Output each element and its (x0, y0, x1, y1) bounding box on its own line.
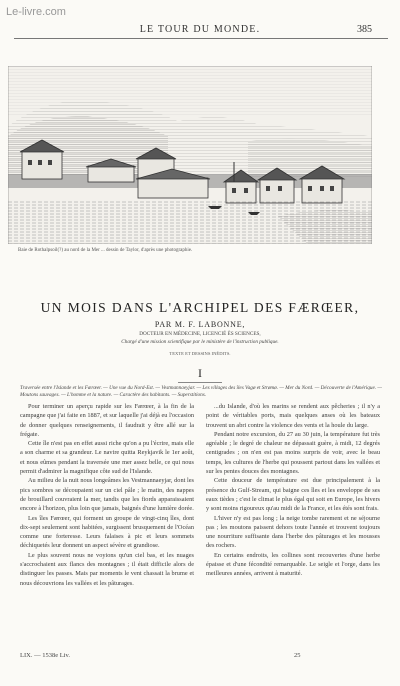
paragraph: Cette île n'est pas en effet aussi riche qu'on a pu l'écrire, mais elle a son charme et sa grandeur. Le navire quitta Reykjavik le 1er août, et nous eûmes pendant la traversée une mer assez belle, ce qui nous permit d'admirer la magnifique côte sud de l'Islande. (20, 440, 194, 476)
author-affiliation: DOCTEUR EN MÉDECINE, LICENCIÉ ÈS SCIENCES, (139, 331, 261, 337)
paragraph: Au milieu de la nuit nous longeâmes les Vestmannaeyjar, dont les pics sombres se découpaient sur un ciel pâle ; le matin, des nappes de brouillard couvraient la mer, tandis que les fiords apparaissaient encore à l'horizon, plus loin que jamais, baignés d'une lumière dorée. (20, 477, 194, 513)
watermark: Le-livre.com (6, 6, 66, 18)
header-rule (14, 38, 388, 39)
footer-issue: LIX. — 1538e Liv. (20, 652, 70, 659)
paragraph: Pour terminer un aperçu rapide sur les Færœer, à la fin de la campagne que j'ai faite en 1887, et sur laquelle j'ai déjà eu l'occasion de donner quelques renseignements, il faudrait y être allé sur la frégate. (20, 403, 194, 438)
footer-signature: 25 (294, 652, 301, 659)
running-title: LE TOUR DU MONDE. (139, 24, 261, 35)
paragraph: En certains endroits, les collines sont recouvertes d'une herbe épaisse et d'une fécondité remarquable. Le seigle et l'orge, dans les meilleures années, arrivent à maturité. (206, 551, 380, 578)
text-note: TEXTE ET DESSINS INÉDITS. (169, 351, 231, 356)
article-title: UN MOIS DANS L'ARCHIPEL DES FÆRŒER, (40, 300, 360, 315)
paragraph: Les îles Færœer, qui forment un groupe de vingt-cinq îles, dont dix-sept seulement sont habitées, surgissent brusquement de l'Océan comme une forteresse. Leurs falaises à pic et leurs sommets déchiquetés leur donnent un aspect sévère et grandiose. (20, 514, 194, 550)
paragraph: Pendant notre excursion, du 27 au 30 juin, la température fut très agréable ; le degré de chaleur ne dépassait guère, à midi, 12 degrés centigrades ; on n'en est pas moins surpris de voir, avec le beau temps, les cultures de l'herbe qui poussent partout dans les vallées et sur les pentes douces des montagnes. (206, 430, 380, 476)
body-column-right (206, 402, 380, 579)
paragraph: L'hiver n'y est pas long ; la neige tombe rarement et ne séjourne pas ; les moutons paissent dehors toute l'année et trouvent toujours une nourriture suffisante dans l'herbe des pâturages et les mousses des rochers. (206, 514, 380, 550)
article-author: PAR M. F. LABONNE, (154, 320, 246, 329)
illustration-caption: Baie de Rothalpsoil(?) au nord de la Mer ... dessin de Taylor, d'après une photographie. (18, 248, 193, 253)
section-summary: Traversée entre l'Islande et les Færœer. — Une vue du Nord-Est. — Vestmannaeyjar. — Les villages des îles Vagø et Strømø. — Mer du Nord. — Découverte de l'Amérique. — Moutons sauvages. — L'homme et la nature. — Caractère des habitants. — Superstitions. (20, 385, 382, 398)
section-rule (178, 382, 222, 383)
engraving-faeroe-harbour (8, 66, 372, 244)
paragraph: Cette douceur de température est due principalement à la présence du Gulf-Stream, qui baigne ces îles et les enveloppe de ses eaux tièdes ; c'est le climat le plus égal qui soit en Europe, les hivers y sont moins rigoureux qu'au midi de la France, et les étés sont frais. (206, 477, 380, 513)
page-number: 385 (357, 24, 372, 35)
section-number: I (198, 366, 202, 380)
paragraph: Le plus souvent nous ne voyions qu'un ciel bas, et les nuages s'accrochaient aux flancs des montagnes ; il était difficile alors de distinguer les passes. Mais par moments le vent chassait la brume et nous découvrions les vallées et les pâturages. (20, 551, 194, 587)
body-column-left (20, 402, 194, 588)
paragraph: ...du Islande, d'où les marins se rendent aux pêcheries ; il n'y a point de véritables ports, mais quelques anses où les bateaux trouvent un abri contre la violence des vents et la houle du large. (206, 403, 380, 429)
author-mission: Chargé d'une mission scientifique par le ministère de l'instruction publique. (121, 339, 279, 345)
